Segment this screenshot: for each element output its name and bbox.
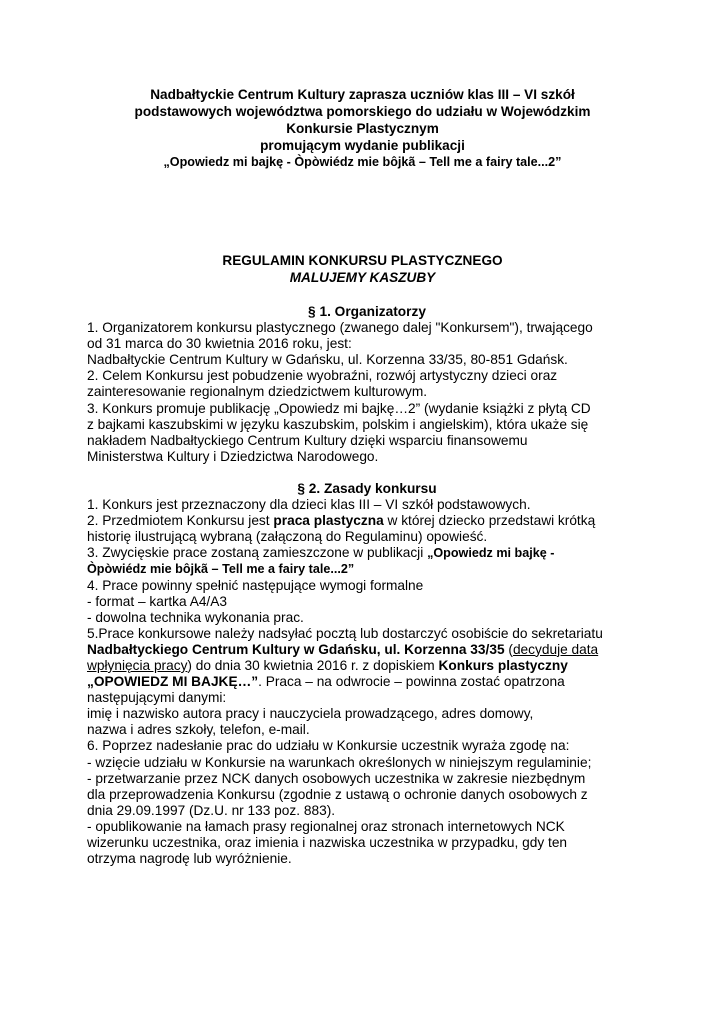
regulation-body — [87, 304, 647, 867]
paragraph-line: od 31 marca do 30 kwietnia 2016 roku, jest: — [87, 336, 352, 352]
spacer — [87, 465, 647, 481]
paragraph-line: 2. Celem Konkursu jest pobudzenie wyobraźni, rozwój artystyczny dzieci oraz — [87, 368, 558, 384]
paragraph-line: nazwa i adres szkoły, telefon, e-mail. — [87, 722, 310, 738]
paragraph-line: nakładem Nadbałtyckiego Centrum Kultury dzięki wsparciu finansowemu — [87, 432, 528, 448]
paragraph-line: Òpòwiédz mie bôjkã – Tell me a fairy tale...2” — [87, 562, 355, 577]
text-run: . Praca – na odwrocie – powinna zostać opatrzona — [258, 674, 565, 690]
bold-text: Konkurs plastyczny — [438, 657, 568, 673]
section-heading-rules: § 2. Zasady konkursu — [297, 480, 437, 496]
regulation-title — [0, 252, 725, 286]
paragraph-line: - wzięcie udziału w Konkursie na warunkach określonych w niniejszym regulaminie; — [87, 754, 592, 770]
text-run: ) do dnia 30 kwietnia 2016 r. z dopiskiem — [187, 657, 439, 673]
paragraph-line — [87, 545, 647, 561]
paragraph-line: Ministerstwa Kultury i Dziedzictwa Narodowego. — [87, 448, 379, 464]
bold-text: „OPOWIEDZ MI BAJKĘ…” — [87, 674, 259, 690]
paragraph-line: następującymi danymi: — [87, 690, 227, 706]
paragraph-line: 1. Organizatorem konkursu plastycznego (zwanego dalej "Konkursem"), trwającego — [87, 320, 593, 336]
regulation-subtitle: MALUJEMY KASZUBY — [289, 270, 436, 285]
bold-text: Nadbałtyckiego Centrum Kultury w Gdańsku, ul. Korzenna 33/35 — [87, 641, 505, 657]
paragraph-line: imię i nazwisko autora pracy i nauczyciela prowadzącego, adres domowy, — [87, 706, 534, 722]
paragraph-line — [87, 674, 647, 690]
paragraph-line: 1. Konkurs jest przeznaczony dla dzieci klas III – VI szkół podstawowych. — [87, 497, 531, 513]
paragraph-line: Nadbałtyckie Centrum Kultury w Gdańsku, ul. Korzenna 33/35, 80-851 Gdańsk. — [87, 352, 568, 368]
paragraph-line: - dowolna technika wykonania prac. — [87, 609, 304, 625]
paragraph-line — [87, 658, 647, 674]
header-line: promującym wydanie publikacji — [260, 138, 465, 153]
paragraph-line: 5.Prace konkursowe należy nadsyłać pocztą lub dostarczyć osobiście do sekretariatu — [87, 625, 603, 641]
paragraph-line: wizerunku uczestnika, oraz imienia i nazwiska uczestnika w przypadku, gdy ten — [87, 835, 568, 850]
paragraph-line — [87, 513, 647, 529]
regulation-main-title: REGULAMIN KONKURSU PLASTYCZNEGO — [222, 253, 503, 268]
underlined-text: wpłynięcia pracy — [87, 657, 188, 673]
bold-text: praca plastyczna — [273, 513, 384, 529]
paragraph-line: - format – kartka A4/A3 — [87, 593, 227, 609]
paragraph-line: dnia 29.09.1997 (Dz.U. nr 133 poz. 883). — [87, 802, 336, 818]
paragraph-line: Nadbałtyckiego Centrum Kultury w Gdańsku, ul. Korzenna 33/35 (decyduje data — [87, 641, 599, 657]
paragraph-line: - opublikowanie na łamach prasy regionalnej oraz stronach internetowych NCK — [87, 818, 565, 834]
publication-title: „Opowiedz mi bajkę - Òpòwiédz mie bôjkã – Tell me a fairy tale...2” — [163, 155, 562, 169]
paragraph-line: zainteresowanie regionalnym dziedzictwem kulturowym. — [87, 384, 428, 400]
section-heading-organizers: § 1. Organizatorzy — [308, 304, 426, 319]
underlined-text: decyduje data — [512, 641, 599, 657]
paragraph-line: z bajkami kaszubskimi w języku kaszubskim, polskim i angielskim), która ukaże się — [87, 416, 589, 432]
text-run: 3. Zwycięskie prace zostaną zamieszczone w publikacji — [87, 545, 428, 561]
header-line: Konkursie Plastycznym — [286, 121, 439, 136]
bold-text: „Opowiedz mi bajkę - — [427, 546, 555, 561]
paragraph-line: - przetwarzanie przez NCK danych osobowych uczestnika w zakresie niezbędnym — [87, 770, 586, 786]
paragraph-line: 3. Konkurs promuje publikację „Opowiedz mi bajkę…2” (wydanie książki z płytą CD — [87, 400, 591, 416]
paragraph-line: historię ilustrującą wybraną (załączoną do Regulaminu) opowieść. — [87, 529, 488, 545]
text-run: 2. Przedmiotem Konkursu jest — [87, 513, 274, 529]
invitation-header — [0, 86, 725, 170]
text-run: w której dziecko przedstawi krótką — [383, 513, 596, 529]
paragraph-line: 4. Prace powinny spełnić następujące wymogi formalne — [87, 577, 424, 593]
header-line: podstawowych województwa pomorskiego do udziału w Wojewódzkim — [134, 104, 591, 119]
paragraph-line: dla przeprowadzenia Konkursu (zgodnie z ustawą o ochronie danych osobowych z — [87, 786, 588, 802]
paragraph-line: 6. Poprzez nadesłanie prac do udziału w Konkursie uczestnik wyraża zgodę na: — [87, 738, 570, 754]
paragraph-line: otrzyma nagrodę lub wyróżnienie. — [87, 851, 292, 867]
header-line: Nadbałtyckie Centrum Kultury zaprasza uczniów klas III – VI szkół — [150, 87, 575, 102]
